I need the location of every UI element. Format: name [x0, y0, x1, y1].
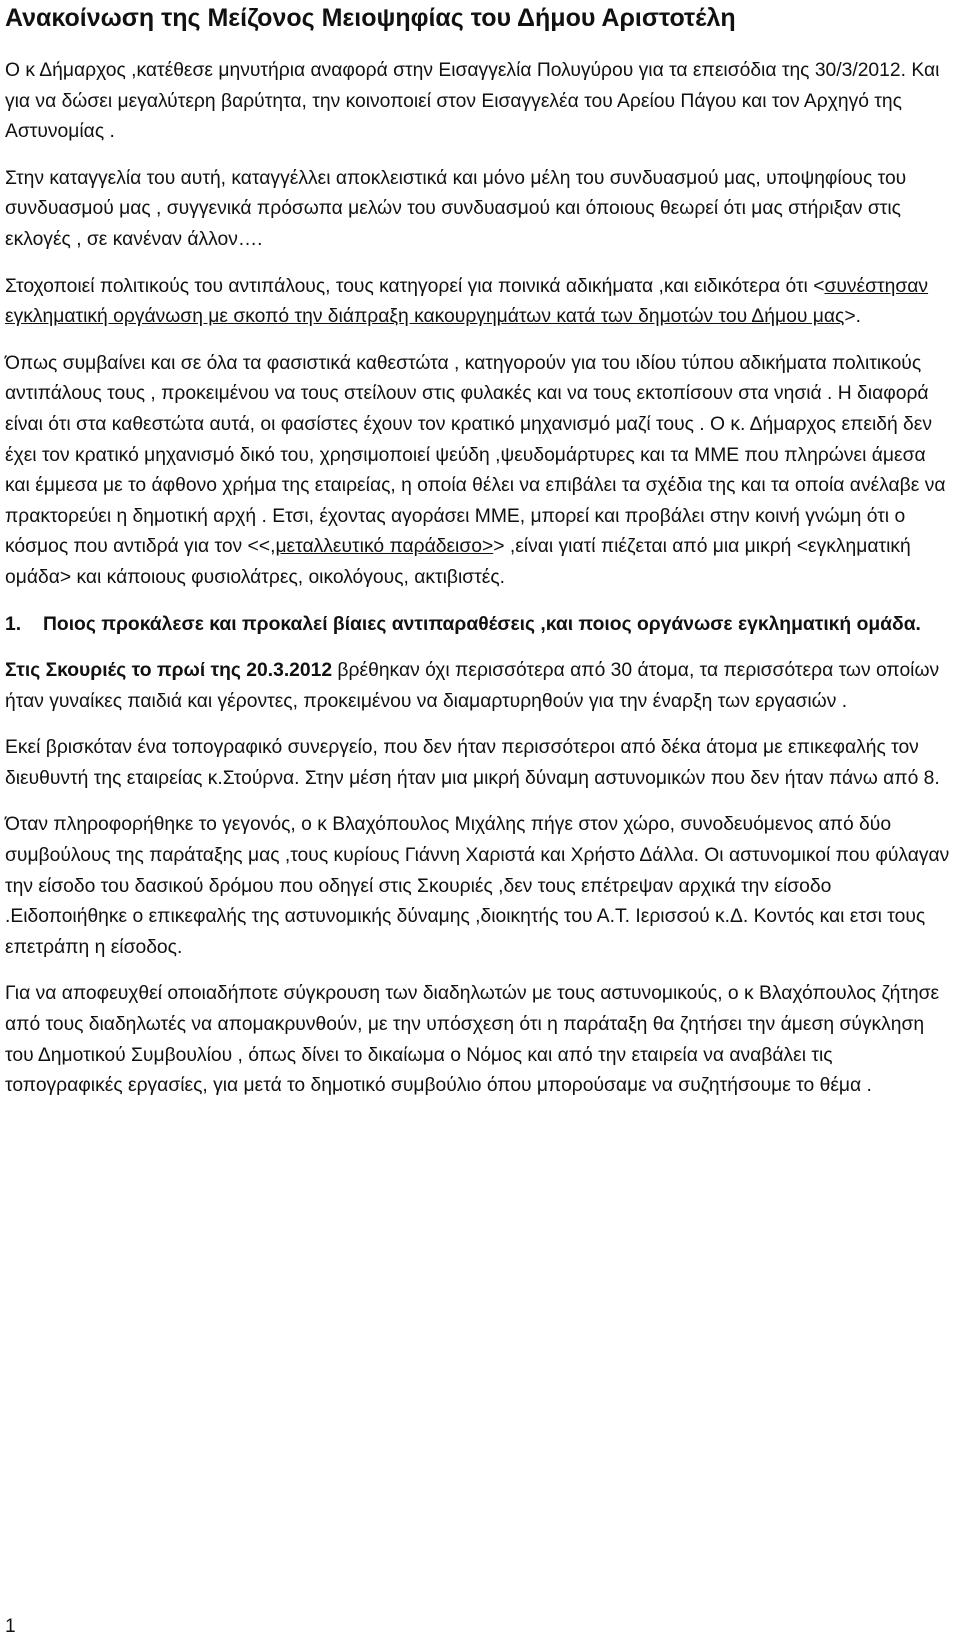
paragraph-gap: [5, 333, 950, 349]
paragraph-complaint-filed: Ο κ Δήμαρχος ,κατέθεσε μηνυτήρια αναφορά στην Εισαγγελία Πολυγύρου για τα επεισόδια της 30/3/2012. Και για να δώσει μεγαλύτερη βαρύτητα, την κοινοποιεί στον Εισαγγελέα του Αρείου Πάγου και τον Αρχηγό της Αστυνομίας .: [5, 60, 940, 143]
numbered-list: [5, 610, 950, 641]
paragraph-skouries-morning: [5, 656, 950, 717]
paragraph-survey-crew: Εκεί βρισκόταν ένα τοπογραφικό συνεργείο, που δεν ήταν περισσότεροι από δέκα άτομα με επικεφαλής τον διευθυντή της εταιρείας κ.Στούρνα. Στην μέση ήταν μια μικρή δύναμη αστυνομικών που δεν ήταν πάνω από 8.: [5, 737, 940, 789]
text-run: > ,είναι γιατί πιέζεται από μια μικρή <εγκληματική ομάδα> και κάποιους φυσιολάτρες, οικολόγους, ακτιβιστές.: [5, 536, 911, 588]
paragraph-gap: [5, 594, 950, 610]
text-run: Όπως συμβαίνει και σε όλα τα φασιστικά καθεστώτα , κατηγορούν για του ιδίου τύπου αδικήματα πολιτικούς αντιπάλους τους , προκειμένου να τους στείλουν στις φυλακές και να τους εκτοπίσουν στα νησιά . Η διαφορά είναι ότι στα καθεστώτα αυτά, οι φασίστες έχουν τον κρατικό μηχανισμό μαζί τους . Ο κ. Δήμαρχος επειδή δεν έχει τον κρατικό μηχανισμό δικό του, χρησιμοποιεί ψεύδη ,ψευδομάρτυρες και τα ΜΜΕ που πληρώνει άμεσα και έμμεσα με το άφθονο χρήμα της εταιρείας, η οποία θέλει να επιβάλει τα σχέδια της και τα οποία ανέλαβε να πρακτορεύει η δημοτική αρχή . Ετσι, έχοντας αγοράσει ΜΜΕ, μπορεί και προβάλει στην κοινή γνώμη ότι ο κόσμος που αντιδρά για τον <<,: [5, 352, 946, 558]
paragraph-vlachopoulos-arrival: Όταν πληροφορήθηκε το γεγονός, ο κ Βλαχόπουλος Μιχάλης πήγε στον χώρο, συνοδευόμενος από δύο συμβούλους της παράταξης μας ,τους κυρίους Γιάννη Χαριστά και Χρήστο Δάλλα. Οι αστυνομικοί που φύλαγαν την είσοδο του δασικού δρόμου που οδηγεί στις Σκουριές ,δεν τους επέτρεψαν αρχικά την είσοδο .Ειδοποιήθηκε ο επικεφαλής της αστυνομικής δύναμης ,διοικητής του Α.Τ. Ιερισσού κ.Δ. Κοντός και ετσι τους επετράπη η είσοδος.: [5, 814, 950, 958]
bold-date-phrase: Στις Σκουριές το πρωί της 20.3.2012: [5, 660, 333, 682]
paragraph-gap: [5, 717, 950, 733]
paragraph-fascist-regimes: [5, 349, 950, 594]
paragraph-gap: [5, 256, 950, 272]
list-item-number: 1.: [5, 613, 22, 635]
paragraph-accused-members: Στην καταγγελία του αυτή, καταγγέλλει αποκλειστικά και μόνο μέλη του συνδυασμού μας, υποψηφίους του συνδυασμού μας , συγγενικά πρόσωπα μελών του συνδυασμού και όποιους θεωρεί ότι μας στήριξαν στις εκλογές , σε κανέναν άλλον….: [5, 167, 907, 250]
paragraph-avoid-conflict: Για να αποφευχθεί οποιαδήποτε σύγκρουση των διαδηλωτών με τους αστυνομικούς, ο κ Βλαχόπουλος ζήτησε από τους διαδηλωτές να απομακρυνθούν, με την υπόσχεση ότι η παράταξη θα ζητήσει την άμεση σύγκληση του Δημοτικού Συμβουλίου , όπως δίνει το δικαίωμα ο Νόμος και από την εταιρεία να αναβάλει τις τοπογραφικές εργασίες, για μετά το δημοτικό συμβούλιο όπου μπορούσαμε να συζητήσουμε το θέμα .: [5, 983, 940, 1097]
document-page: [5, 0, 950, 1102]
list-item-heading: Ποιος προκάλεσε και προκαλεί βίαιες αντιπαραθέσεις ,και ποιος οργάνωσε εγκληματική ομάδα.: [43, 613, 921, 635]
underlined-accusation: συνέστησαν εγκληματική οργάνωση με σκοπό την διάπραξη κακουργημάτων κατά των δημοτών του Δήμου μας: [5, 275, 929, 328]
paragraph-gap: [5, 148, 950, 164]
paragraph-gap: [5, 963, 950, 979]
underlined-mining-paradise: μεταλλευτικό παράδεισο>: [275, 536, 494, 558]
document-title: Ανακοίνωση της Μείζονος Μειοψηφίας του Δήμου Αριστοτέλη: [5, 4, 736, 32]
text-run: βρέθηκαν όχι περισσότερα από 30 άτομα, τα περισσότερα των οποίων ήταν γυναίκες παιδιά και γέροντες, προκειμένου να διαμαρτυρηθούν για την έναρξη των εργασιών .: [5, 660, 940, 712]
paragraph-gap: [5, 794, 950, 810]
paragraph-gap: [5, 640, 950, 656]
text-run: Στοχοποιεί πολιτικούς του αντιπάλους, τους κατηγορεί για ποινικά αδικήματα ,και ειδικότερα ότι <: [5, 275, 825, 297]
list-item: [5, 610, 950, 641]
text-run: >.: [844, 306, 861, 328]
paragraph-targeting-opponents: [5, 272, 950, 333]
page-number: 1: [5, 1616, 16, 1637]
